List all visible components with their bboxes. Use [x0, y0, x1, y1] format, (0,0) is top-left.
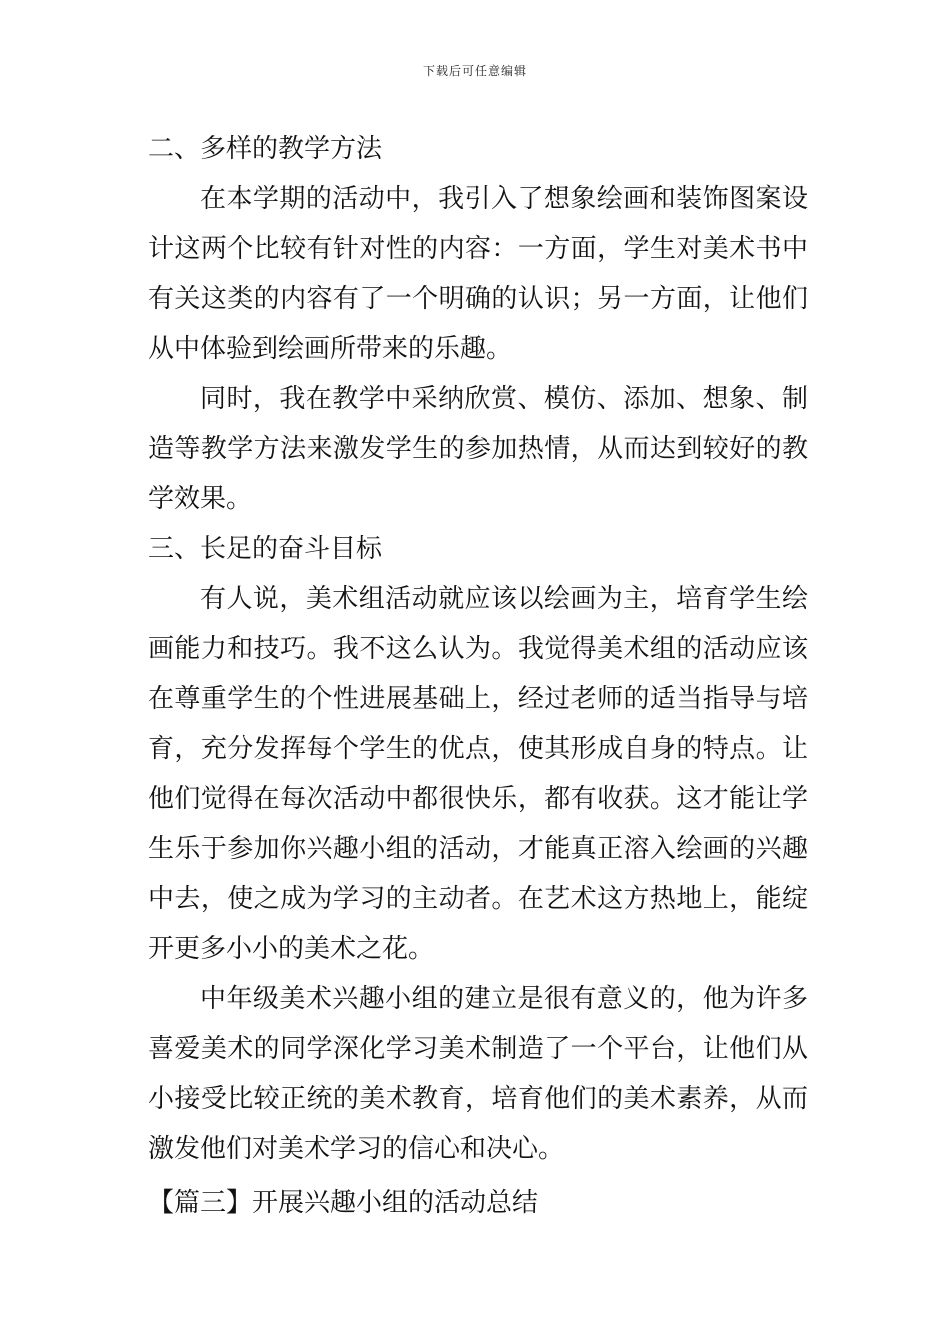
- section-title: 【篇三】开展兴趣小组的活动总结: [148, 1188, 539, 1218]
- paragraph-art-group-view: 有人说，美术组活动就应该以绘画为主，培育学生绘画能力和技巧。我不这么认为。我觉得美术组的活动应该在尊重学生的个性进展基础上，经过老师的适当指导与培育，充分发挥每个学生的优点，使其形成自身的特点。让他们觉得在每次活动中都很快乐，都有收获。这才能让学生乐于参加你兴趣小组的活动，才能真正溶入绘画的兴趣中去，使之成为学习的主动者。在艺术这方热地上，能绽开更多小小的美术之花。: [148, 584, 808, 964]
- paragraph-activity-content: 在本学期的活动中，我引入了想象绘画和装饰图案设计这两个比较有针对性的内容：一方面，学生对美术书中有关这类的内容有了一个明确的认识；另一方面，让他们从中体验到绘画所带来的乐趣。: [148, 184, 808, 364]
- document-body: [148, 124, 808, 1228]
- heading-goals: 三、长足的奋斗目标: [148, 534, 383, 564]
- header-note: 下载后可任意编辑: [422, 64, 527, 78]
- paragraph-interest-group-meaning: 中年级美术兴趣小组的建立是很有意义的，他为许多喜爱美术的同学深化学习美术制造了一个平台，让他们从小接受比较正统的美术教育，培育他们的美术素养，从而激发他们对美术学习的信心和决心。: [148, 984, 808, 1164]
- paragraph-teaching-approach: 同时，我在教学中采纳欣赏、模仿、添加、想象、制造等教学方法来激发学生的参加热情，从而达到较好的教学效果。: [148, 384, 808, 514]
- heading-teaching-methods: 二、多样的教学方法: [148, 134, 383, 164]
